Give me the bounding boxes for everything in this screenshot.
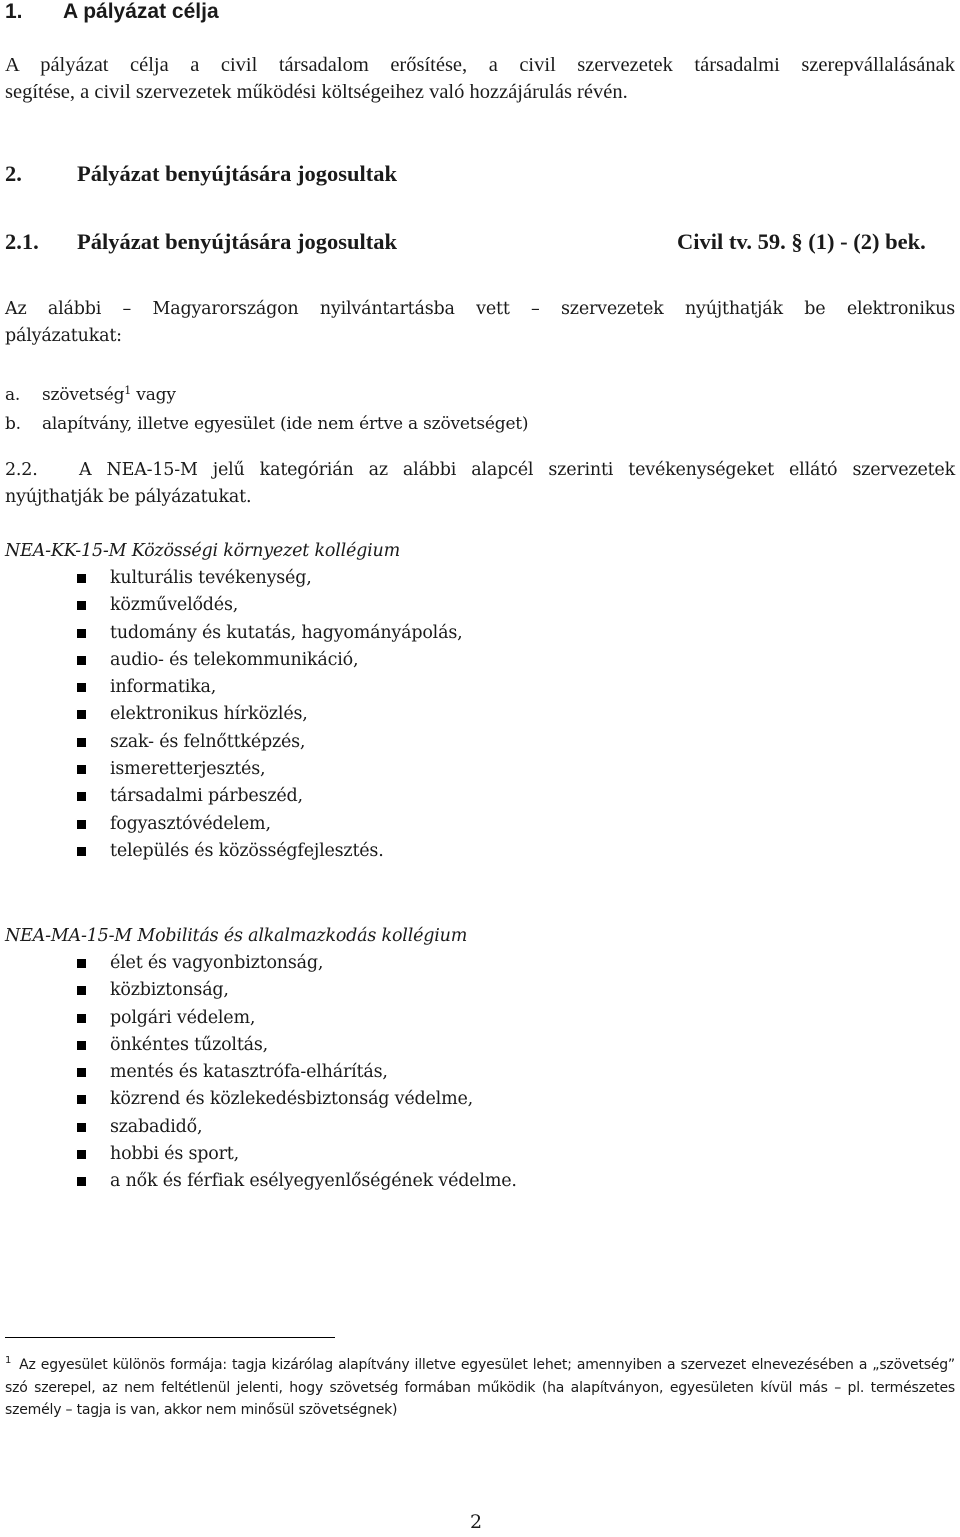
college-2-list: [0, 950, 517, 1196]
list-item-text: szak- és felnőttképzés,: [110, 731, 306, 752]
footnote-reference[interactable]: 1: [124, 384, 132, 397]
list-item: [0, 756, 462, 783]
section-1-number: 1.: [5, 0, 23, 23]
list-item: [0, 647, 462, 674]
section-1-heading: [5, 0, 219, 24]
list-item: [0, 1086, 517, 1113]
square-bullet-icon: [77, 1041, 86, 1050]
footnote-text: Az egyesület különös formája: tagja kizárólag alapítvány illetve egyesület lehet; amennyiben a szervezet elnevezésében a „szövetség” szó szerepel, az nem feltétlenül jelenti, hogy szövetség formában működik (ha alapítványon, egyesületen kívül más – pl. természetes személy – tagja is van, akkor nem minősül szövetségnek): [5, 1357, 955, 1418]
square-bullet-icon: [77, 959, 86, 968]
square-bullet-icon: [77, 765, 86, 774]
section-2-1-intro-line-2: pályázatukat:: [5, 326, 122, 346]
square-bullet-icon: [77, 629, 86, 638]
list-item: [0, 620, 462, 647]
list-item: [0, 1168, 517, 1195]
list-item: [0, 1114, 517, 1141]
square-bullet-icon: [77, 1150, 86, 1159]
section-2-2-line-1: [5, 457, 955, 484]
list-item: [0, 1032, 517, 1059]
eligible-item-text: alapítvány, illetve egyesület (ide nem értve a szövetséget): [42, 414, 529, 434]
section-1-paragraph-line-1: A pályázat célja a civil társadalom erősítése, a civil szervezetek társadalmi szerepvállalásának: [5, 54, 955, 76]
square-bullet-icon: [77, 601, 86, 610]
list-item: [0, 1005, 517, 1032]
list-item-text: társadalmi párbeszéd,: [110, 786, 303, 807]
square-bullet-icon: [77, 986, 86, 995]
list-item-text: település és közösségfejlesztés.: [110, 840, 384, 861]
page-number: 2: [470, 1511, 483, 1533]
list-item-text: szabadidő,: [110, 1116, 203, 1137]
square-bullet-icon: [77, 574, 86, 583]
square-bullet-icon: [77, 792, 86, 801]
list-item-text: önkéntes tűzoltás,: [110, 1034, 269, 1055]
list-item-text: tudomány és kutatás, hagyományápolás,: [110, 622, 463, 643]
section-2-2-line-2: nyújthatják be pályázatukat.: [5, 487, 252, 507]
eligible-item-a: [5, 376, 528, 410]
list-item: [0, 674, 462, 701]
list-item: [0, 950, 517, 977]
section-2-heading: [5, 161, 397, 187]
list-item-text: elektronikus hírközlés,: [110, 704, 308, 725]
section-2-1-intro-line-1: Az alábbi – Magyarországon nyilvántartásba vett – szervezetek nyújthatják be elektronikus: [5, 299, 955, 319]
list-item-text: fogyasztóvédelem,: [110, 813, 271, 834]
square-bullet-icon: [77, 710, 86, 719]
list-item-text: audio- és telekommunikáció,: [110, 649, 359, 670]
list-item-text: kulturális tevékenység,: [110, 568, 312, 588]
eligible-item-label: b.: [5, 414, 21, 434]
list-item: [0, 592, 462, 619]
list-item: [0, 1059, 517, 1086]
eligible-item-text: szövetség: [42, 385, 125, 405]
legal-reference: Civil tv. 59. § (1) - (2) bek.: [677, 229, 926, 254]
list-item: [0, 701, 462, 728]
list-item-text: mentés és katasztrófa-elhárítás,: [110, 1062, 388, 1083]
list-item-text: közbiztonság,: [110, 980, 229, 1001]
college-2-title: NEA-MA-15-M Mobilitás és alkalmazkodás kollégium: [5, 926, 468, 946]
list-item: [0, 977, 517, 1004]
list-item-text: informatika,: [110, 677, 217, 698]
section-1-title: A pályázat célja: [63, 0, 219, 23]
footnote-mark: 1: [5, 1355, 12, 1366]
square-bullet-icon: [77, 1123, 86, 1132]
square-bullet-icon: [77, 683, 86, 692]
section-1-paragraph-line-2: segítése, a civil szervezetek működési költségeihez való hozzájárulás révén.: [5, 81, 628, 103]
section-2-1-number: 2.1.: [5, 229, 39, 254]
list-item-text: élet és vagyonbiztonság,: [110, 953, 324, 973]
college-1-list: [0, 565, 462, 865]
square-bullet-icon: [77, 1095, 86, 1104]
eligible-list: [5, 376, 528, 439]
footnote: [5, 1350, 955, 1422]
college-1-title: NEA-KK-15-M Közösségi környezet kollégium: [5, 541, 401, 561]
list-item-text: polgári védelem,: [110, 1007, 256, 1028]
list-item-text: a nők és férfiak esélyegyenlőségének védelme.: [110, 1171, 517, 1192]
section-2-2-number: 2.2.: [5, 460, 38, 480]
section-2-title: Pályázat benyújtására jogosultak: [77, 161, 397, 186]
square-bullet-icon: [77, 738, 86, 747]
list-item: [0, 1141, 517, 1168]
list-item-text: közrend és közlekedésbiztonság védelme,: [110, 1089, 473, 1110]
eligible-item-suffix: vagy: [131, 385, 176, 405]
list-item-text: hobbi és sport,: [110, 1144, 239, 1165]
list-item: [0, 811, 462, 838]
footnote-separator: [5, 1337, 335, 1338]
list-item-text: ismeretterjesztés,: [110, 759, 266, 780]
section-2-1-heading: [5, 229, 955, 255]
eligible-item-b: [5, 410, 528, 439]
square-bullet-icon: [77, 1177, 86, 1186]
list-item: [0, 729, 462, 756]
list-item-text: közművelődés,: [110, 595, 239, 616]
eligible-item-label: a.: [5, 385, 21, 405]
square-bullet-icon: [77, 820, 86, 829]
square-bullet-icon: [77, 656, 86, 665]
section-2-2-text: A NEA-15-M jelű kategórián az alábbi alapcél szerinti tevékenységeket ellátó szervezetek: [79, 460, 955, 480]
list-item: [0, 783, 462, 810]
section-2-number: 2.: [5, 161, 22, 186]
square-bullet-icon: [77, 1068, 86, 1077]
square-bullet-icon: [77, 1014, 86, 1023]
square-bullet-icon: [77, 847, 86, 856]
section-2-1-title: Pályázat benyújtására jogosultak: [77, 229, 397, 254]
list-item: [0, 838, 462, 865]
list-item: [0, 565, 462, 592]
